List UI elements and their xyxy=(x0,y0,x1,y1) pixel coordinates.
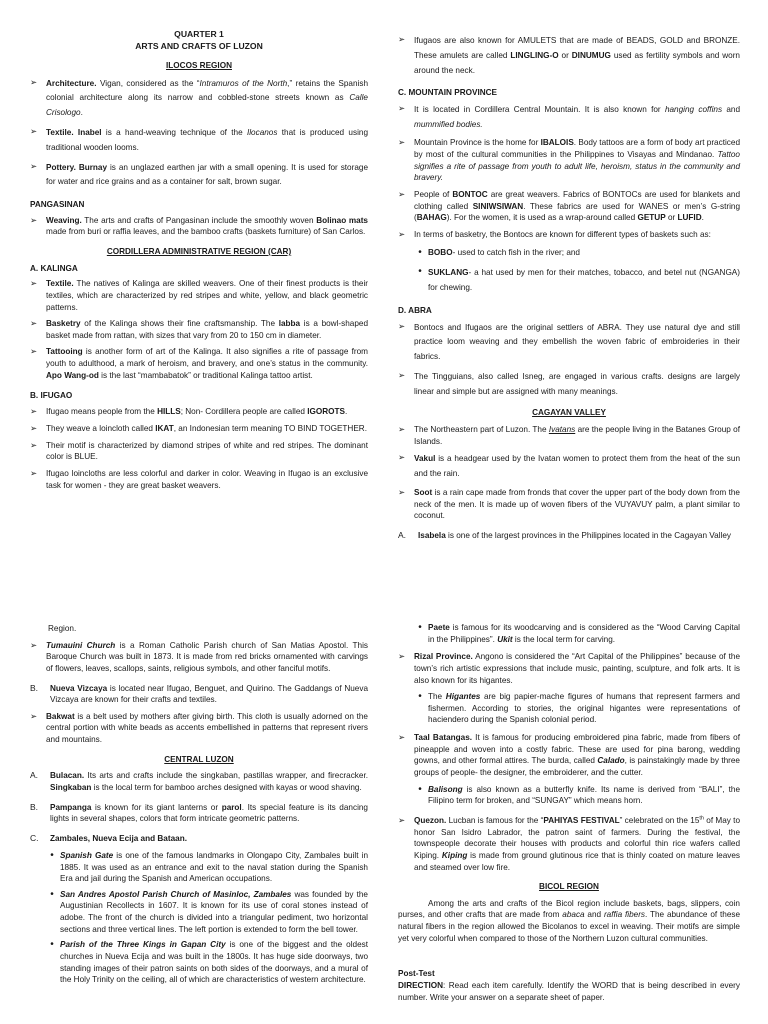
list-item-ifugao-1: ➢ Ifugao means people from the HILLS; Non- Cordillera people are called IGOROTS. xyxy=(30,406,348,417)
list-item-pottery: ➢ Pottery. Burnay is an unglazed earthen jar with a small opening. It is used for storage for water and rice grains and as a container for salt, brown sugar. xyxy=(30,160,369,187)
dot-bullet-icon: • xyxy=(50,849,54,861)
cagayan-heading: CAGAYAN VALLEY xyxy=(532,408,606,418)
list-item-basketry: ➢ Basketry of the Kalinga shows their fine craftsmanship. The labba is a bowl-shaped basket made from rattan, with sizes that vary from 20 to 150 cm in diameter. xyxy=(30,318,369,340)
left-column-bottom xyxy=(30,623,368,990)
list-item-higantes: • The Higantes are big papier-mache figures of humans that represent farmers and fishermen. According to stories, the original higantes were representations of haciendero during the Spanish colonial period. xyxy=(412,691,740,726)
list-item-balisong: • Balisong is also known as a butterfly knife. Its name is derived from “BALI”, the Filipino term for broken, and “SUNGAY” which means horn. xyxy=(412,784,740,807)
ifugao-heading: B. IFUGAO xyxy=(30,391,73,401)
arrow-bullet-icon: ➢ xyxy=(398,369,406,380)
list-item-quezon: ➢ Quezon. Lucban is famous for the “PAHIYAS FESTIVAL” celebrated on the 15th of May to honor San Isidro Labrador, the patron saint of farmers. During the festival, the townspeople decorate their houses with products and colorful thin rice wafers called Kiping. Kiping is made from ground glutinous rice that is thinly coated on mature leaves and steamed over low fire. xyxy=(398,814,741,872)
right-column-top xyxy=(398,34,740,547)
arrow-bullet-icon: ➢ xyxy=(30,422,38,433)
arrow-bullet-icon: ➢ xyxy=(398,732,406,743)
arrow-bullet-icon: ➢ xyxy=(30,318,38,329)
post-test-direction: DIRECTION: Read each item carefully. Identify the WORD that is being described in every number. Write your answer on a separate sheet of paper. xyxy=(398,981,740,1002)
list-item-ifugao-4: ➢ Ifugao loincloths are less colorful and darker in color. Weaving in Ifugao is an exclusive task for women - they are great basket weavers. xyxy=(30,468,368,490)
list-item-amulets: ➢ Ifugaos are also known for AMULETS that are made of BEADS, GOLD and BRONZE. These amulets are called LINGLING-O or DINUMUG used as fertility symbols and worn around the neck. xyxy=(398,34,740,75)
car-heading: CORDILLERA ADMINISTRATIVE REGION (CAR) xyxy=(106,246,292,256)
arrow-bullet-icon: ➢ xyxy=(398,34,406,44)
list-item-paete: • Paete is famous for its woodcarving and is considered as the “Wood Carving Capital in the Philippines”. Ukit is the local term for carving. xyxy=(412,622,740,645)
arrow-bullet-icon: ➢ xyxy=(398,228,406,239)
document-title: ARTS AND CRAFTS OF LUZON xyxy=(135,41,263,52)
pangasinan-heading: PANGASINAN xyxy=(30,200,85,210)
dot-bullet-icon: • xyxy=(50,888,54,900)
bicol-heading: BICOL REGION xyxy=(539,882,599,892)
arrow-bullet-icon: ➢ xyxy=(398,486,406,497)
quarter-label: QUARTER 1 xyxy=(174,29,224,39)
dot-bullet-icon: • xyxy=(418,246,422,258)
kalinga-heading: A. KALINGA xyxy=(30,263,78,273)
list-item-masinloc: • San Andres Apostol Parish Church of Masinloc, Zambales was founded by the Augustinian Recollects in 1607. It is known for its use of coral stones instead of adobe. The front of the church is divided into a triangular pediment, two horizontal sections and three vertical lines. The left portion is extended to form the bell tower. xyxy=(44,889,368,936)
arrow-bullet-icon: ➢ xyxy=(398,424,406,435)
list-item-nueva-vizcaya: B. Nueva Vizcaya is located near Ifugao, Benguet, and Quirino. The Gaddangs of Nueva Vizcaya are known for their crafts and textiles. xyxy=(30,682,369,705)
list-item-isabela: A. Isabela is one of the largest provinces in the Philippines located in the Cagayan Valley xyxy=(398,529,731,540)
mountain-province-heading: C. MOUNTAIN PROVINCE xyxy=(398,88,498,98)
list-item-weaving: ➢ Weaving. The arts and crafts of Pangasinan include the smoothly woven Bolinao mats made from buri or raffia leaves, and the bamboo crafts (baskets furniture) of San Carlos. xyxy=(30,214,368,237)
list-item-suklang: • SUKLANG- a hat used by men for their matches, tobacco, and betel nut (NGANGA) for chewing. xyxy=(412,266,740,296)
list-item-zambales: C. Zambales, Nueva Ecija and Bataan. xyxy=(30,832,187,843)
list-item-taal: ➢ Taal Batangas. It is famous for producing embroidered pina fabric, made from fibers of pineapple and woven into a costly fabric. These are used for pina barong, wedding gowns, and other formal attires. The burda, called Calado, is painstakingly made by three groups of people- the designer, the embroiderer, and the cutter. xyxy=(398,732,740,778)
list-item-ifugao-2: ➢ They weave a loincloth called IKAT, an Indonesian term meaning TO BIND TOGETHER. xyxy=(30,422,367,433)
list-item-architecture: ➢ Architecture. Vigan, considered as the “Intramuros of the North,” retains the Spanish colonial architecture along its narrow and cobbled-stone streets known as Calle Crisologo. xyxy=(30,76,368,118)
arrow-bullet-icon: ➢ xyxy=(398,102,406,113)
arrow-bullet-icon: ➢ xyxy=(398,189,406,200)
list-item-ifugao-3: ➢ Their motif is characterized by diamond stripes of white and red stripes. The dominant color is BLUE. xyxy=(30,439,368,462)
arrow-bullet-icon: ➢ xyxy=(398,137,406,148)
list-item-rizal: ➢ Rizal Province. Angono is considered the “Art Capital of the Philippines” because of the town’s rich artistic expressions that include music, painting, sculpture, and folk arts. It is also known for its higantes. xyxy=(398,651,740,685)
left-column-top xyxy=(30,28,368,496)
dot-bullet-icon: • xyxy=(50,939,54,951)
list-item-bakwat: ➢ Bakwat is a belt used by mothers after giving birth. This cloth is usually adorned on the central portion with white beads as accents embellished in patterns that represent rivers and mountains. xyxy=(30,710,368,745)
dot-bullet-icon: • xyxy=(418,783,422,795)
dot-bullet-icon: • xyxy=(418,622,422,633)
list-item-mountain-4: ➢ In terms of basketry, the Bontocs are known for different types of baskets such as: xyxy=(398,228,711,239)
arrow-bullet-icon: ➢ xyxy=(30,278,38,289)
list-item-bulacan: A. Bulacan. Its arts and crafts include the singkaban, pastillas wrapper, and firecracker. Singkaban is the local term for bamboo arches designed with kayas or wood shaving. xyxy=(30,770,368,793)
arrow-bullet-icon: ➢ xyxy=(30,639,38,650)
arrow-bullet-icon: ➢ xyxy=(30,468,38,479)
ilocos-heading: ILOCOS REGION xyxy=(166,61,232,71)
list-item-cagayan-1: ➢ The Northeastern part of Luzon. The Ivatans are the people living in the Batanes Group of Islands. xyxy=(398,424,740,446)
list-item-abra-2: ➢ The Tingguians, also called Isneg, are engaged in various crafts. designs are largely linear and simple but are assigned with many meanings. xyxy=(398,369,740,396)
arrow-bullet-icon: ➢ xyxy=(30,439,38,450)
list-item-tumauini: ➢ Tumauini Church is a Roman Catholic Parish church of San Matias Apostol. This Baroque Church was built in 1873. It is made from red bricks ornamented with carvings of flowers, leaves, scallops, saints, religious symbols, and other fanciful motifs. xyxy=(30,639,368,673)
bicol-paragraph: Among the arts and crafts of the Bicol region include baskets, bags, slippers, coin purses, and other crafts that are made from abaca and raffia fibers. The abundance of these natural fibers in the region allowed the Bicolanos to excel in weaving. Their motifs are simple yet very colorful when compared to those of the Northern Luzon cultural communities. xyxy=(398,898,741,943)
arrow-bullet-icon: ➢ xyxy=(398,814,406,825)
arrow-bullet-icon: ➢ xyxy=(30,710,38,721)
abra-heading: D. ABRA xyxy=(398,306,432,316)
arrow-bullet-icon: ➢ xyxy=(30,346,38,357)
arrow-bullet-icon: ➢ xyxy=(398,320,406,331)
list-item-kalinga-textile: ➢ Textile. The natives of Kalinga are skilled weavers. One of their finest products is their textiles, which are characterized by red stripes and white, yellow, and black geometric patterns. xyxy=(30,278,368,312)
post-test-heading: Post-Test xyxy=(398,969,435,979)
arrow-bullet-icon: ➢ xyxy=(30,76,38,87)
list-item-textile: ➢ Textile. Inabel is a hand-weaving technique of the Ilocanos that is produced using traditional wooden looms. xyxy=(30,126,368,152)
arrow-bullet-icon: ➢ xyxy=(30,126,38,136)
arrow-bullet-icon: ➢ xyxy=(398,452,406,463)
list-item-soot: ➢ Soot is a rain cape made from fronds that cover the upper part of the body down from the neck of the men. It is made up of woven fibers of the VUYAVUY palm, a plant similar to coconut. xyxy=(398,486,740,521)
arrow-bullet-icon: ➢ xyxy=(30,214,38,225)
list-item-spanish-gate: • Spanish Gate is one of the famous landmarks in Olongapo City, Zambales built in 1885. It was used as an entrance and exit to the naval station during the Spanish Era and jail during the Spanish and American occupations. xyxy=(44,850,368,885)
list-item-tattooing: ➢ Tattooing is another form of art of the Kalinga. It also signifies a rite of passage from youth to adulthood, a mark of heroism, and bravery, and one’s status in the community. Apo Wang-od is the last “mambabatok” or traditional Kalinga tattoo artist. xyxy=(30,346,368,380)
dot-bullet-icon: • xyxy=(418,691,422,703)
central-luzon-heading: CENTRAL LUZON xyxy=(164,754,234,764)
list-item-bobo: • BOBO- used to catch fish in the river; and xyxy=(412,247,740,259)
arrow-bullet-icon: ➢ xyxy=(398,651,406,662)
dot-bullet-icon: • xyxy=(418,266,422,278)
list-item-mountain-1: ➢ It is located in Cordillera Central Mountain. It is also known for hanging coffins and mummified bodies. xyxy=(398,102,741,129)
list-item-gapan: • Parish of the Three Kings in Gapan City is one of the biggest and the oldest churches in Nueva Ecija and was built in the 1800s. It has huge side doorways, two standing images of their patron saints on both sides of the doorways, and a mural of the Holy Trinity on the ceiling, all of which are characteristics of western architecture. xyxy=(44,939,368,986)
list-item-mountain-3: ➢ People of BONTOC are great weavers. Fabrics of BONTOCs are used for blankets and clothing called SINIWSIWAN. These fabrics are used for WANES or men’s G-string (BAHAG). For the women, it is used as a wrap-around called GETUP or LUFID. xyxy=(398,189,741,223)
list-item-vakul: ➢ Vakul is a headgear used by the Ivatan women to protect them from the heat of the sun and the rain. xyxy=(398,452,740,479)
list-item-mountain-2: ➢ Mountain Province is the home for IBALOIS. Body tattoos are a form of body art practiced by most of the cultural communities in the Philippines to Visayas and Mindanao. Tattoo signifies a rite of passage from youth to adult life, heroism, status in the community and bravery. xyxy=(398,137,740,183)
arrow-bullet-icon: ➢ xyxy=(30,406,38,417)
list-item-abra-1: ➢ Bontocs and Ifugaos are the original settlers of ABRA. They use natural dye and still practice loom weaving and they embellish the woven fabric of embroideries in their fabrics. xyxy=(398,320,740,362)
isabela-continued: Region. xyxy=(48,624,77,633)
right-column-bottom xyxy=(398,622,740,1008)
list-item-pampanga: B. Pampanga is known for its giant lanterns or parol. Its special feature is its dancing lights in several shapes, colors that form intricate geometric patterns. xyxy=(30,801,368,824)
arrow-bullet-icon: ➢ xyxy=(30,160,38,171)
